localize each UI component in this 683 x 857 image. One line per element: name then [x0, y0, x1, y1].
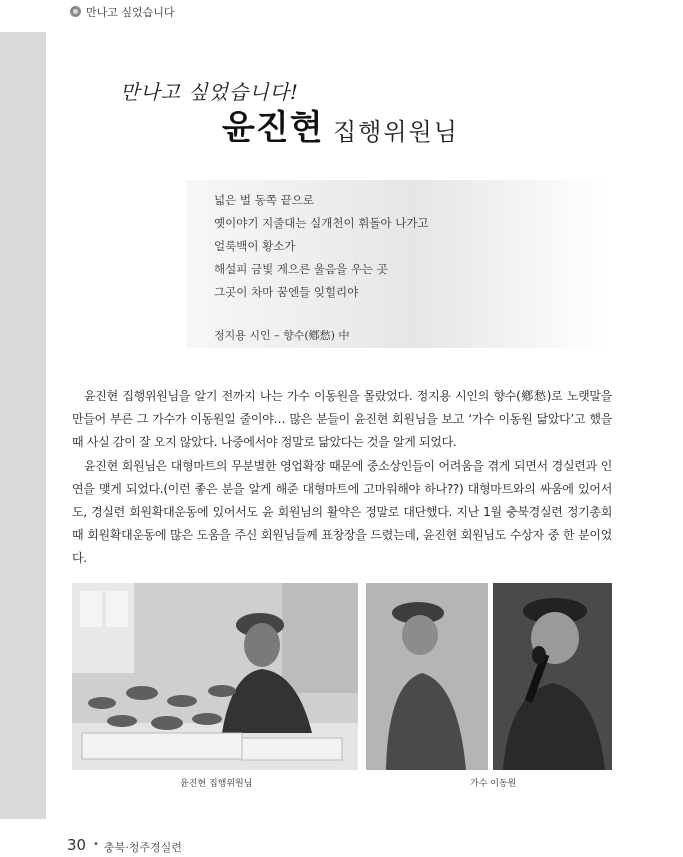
poem-credit: 정지용 시인 – 향수(鄕愁) 中 — [214, 329, 350, 342]
poem-line: 그곳이 차마 꿈엔들 잊힐리야 — [214, 285, 359, 299]
article-title-name: 윤진현 — [222, 108, 324, 148]
poem-line: 넓은 벌 동쪽 끝으로 — [214, 193, 314, 207]
article-body — [72, 385, 612, 571]
footer-separator: • — [93, 839, 99, 850]
left-margin-band — [0, 32, 46, 819]
poem-line: 옛이야기 지줄대는 실개천이 휘돌아 나가고 — [214, 216, 429, 230]
header-bullet-icon — [70, 6, 81, 17]
poem-quote-box — [186, 180, 606, 348]
photo-caption: 윤진현 집행위원님 — [180, 779, 253, 789]
body-paragraph: 윤진현 회원님은 대형마트의 무분별한 영업확장 때문에 중소상인들이 어려움을 겪게 되면서 경실련과 인연을 맺게 되었다.(이런 좋은 분을 알게 해준 대형마트에 고마워해야 하나??) 대형마트와의 싸움에 있어서도, 경실련 회원확대운동에 있어서도 윤 회원님의 활약은 정말로 대단했다. 지난 1월 충북경실련 정기총회 때 회원확대운동에 많은 도움을 주신 회원님들께 표창장을 드렸는데, 윤진현 회원님도 수상자 중 한 분이었다. — [72, 458, 612, 566]
photo-singer-microphone — [493, 583, 612, 770]
photo-yoon-jinhyun-illustration — [72, 583, 358, 770]
page-number: 30 — [67, 836, 87, 854]
running-header — [0, 0, 683, 24]
photo-singer-side — [366, 583, 488, 770]
poem-line: 얼룩백이 황소가 — [214, 239, 296, 253]
article-title-role: 집행위원님 — [333, 118, 459, 146]
publication-name: 충북·청주경실련 — [104, 841, 182, 854]
photo-caption: 가수 이동원 — [470, 779, 517, 789]
section-label: 만나고 싶었습니다 — [86, 6, 175, 19]
photo-singer-side-illustration — [366, 583, 488, 770]
body-paragraph: 윤진현 집행위원님을 알기 전까지 나는 가수 이동원을 몰랐었다. 정지용 시인의 향수(鄕愁)로 노랫말을 만들어 부른 그 가수가 이동원일 줄이야… 많은 분들이 윤진현 회원님을 보고 ‘가수 이동원 닮았다’고 했을 때 사실 감이 잘 오지 않았다. 나중에서야 정말로 닮았다는 것을 알게 되었다. — [72, 389, 612, 450]
poem-line: 해설피 금빛 게으른 울음을 우는 곳 — [214, 262, 388, 276]
photo-singer-microphone-illustration — [493, 583, 612, 770]
article-kicker: 만나고 싶었습니다! — [120, 80, 299, 104]
photo-yoon-jinhyun — [72, 583, 358, 770]
